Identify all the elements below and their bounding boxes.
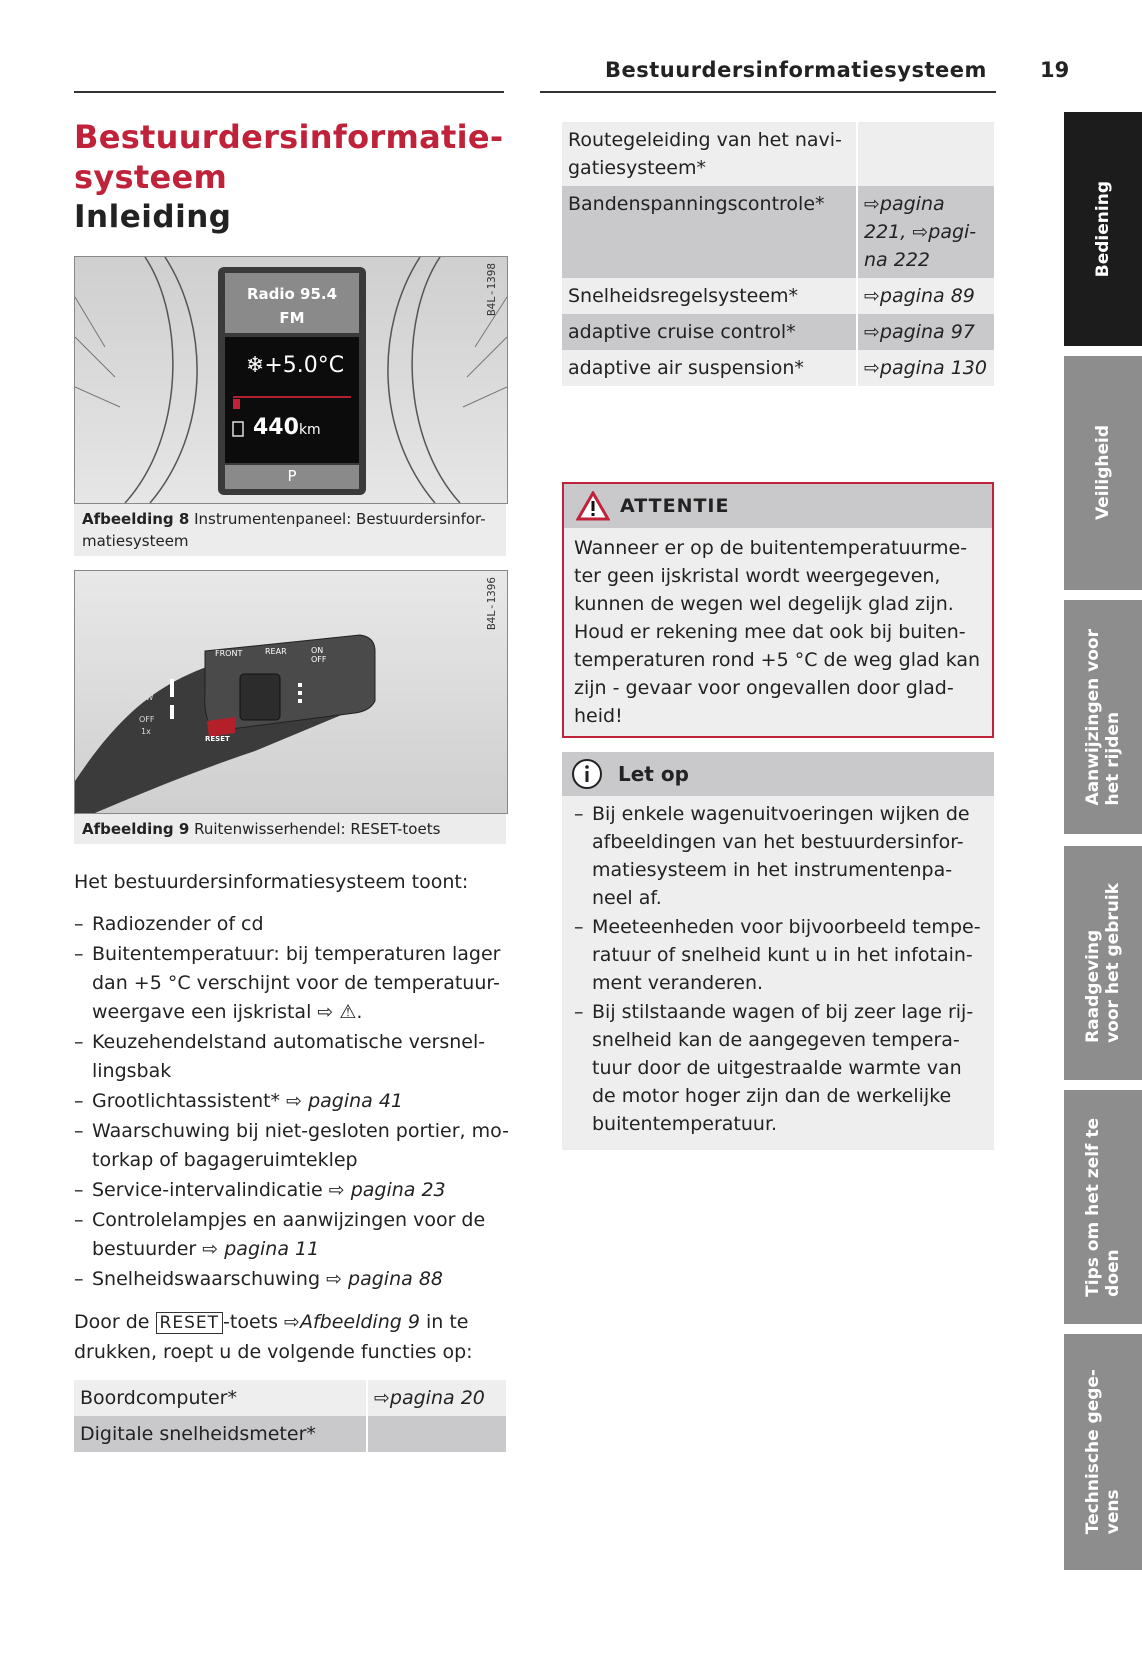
tab-tips-zelf-doen[interactable]: Tips om het zelf te doen (1064, 1090, 1142, 1324)
list-item: – Grootlichtassistent* ⇨ pagina 41 (74, 1090, 404, 1112)
attention-text: Wanneer er op de buitentemperatuurme-ter geen ijskristal wordt weergegeven, kunnen de wegen wel degelijk glad zijn. Houd er rekening mee dat ook bij buiten-temperaturen rond +5 °C de weg glad kan zijn - gevaar voor ongevallen door glad-heid! (574, 537, 981, 727)
label-reset: RESET (205, 735, 230, 743)
warning-triangle-icon (576, 491, 610, 521)
tab-technische-gegevens[interactable]: Technische gege- vens (1064, 1334, 1142, 1570)
figure9-caption: Afbeelding 9 Ruitenwisserhendel: RESET-toets (74, 814, 506, 844)
label-off-intermittent: OFF (139, 715, 155, 724)
table-row: Boordcomputer* ⇨pagina 20 (74, 1380, 506, 1416)
wiper-stalk-illustration (75, 571, 507, 813)
radio-station: Radio 95.4 (246, 285, 338, 303)
display-items-list (74, 910, 512, 1295)
ice-crystal-icon: ❄ (245, 353, 265, 378)
label-off: OFF (311, 655, 327, 664)
list-item: – Waarschuwing bij niet-gesloten portier, mo-torkap of bagageruimteklep (74, 1120, 509, 1171)
intro-paragraph: Het bestuurdersinformatiesysteem toont: (74, 871, 469, 893)
table-row: adaptive air suspension* ⇨pagina 130 (562, 350, 994, 386)
label-low: LOW (135, 693, 154, 702)
list-item: – Buitentemperatuur: bij temperaturen lager dan +5 °C verschijnt voor de temperatuur-weergave een ijskristal ⇨ ⚠. (74, 943, 501, 1023)
reset-paragraph: Door de RESET -toets ⇨Afbeelding 9 in te drukken, roept u de volgende functies op: (74, 1311, 473, 1363)
range-readout: 440km (253, 415, 321, 440)
header-rule-right (540, 91, 996, 93)
figure9-code: B4L-1396 (485, 577, 498, 630)
functions-table-right (562, 122, 994, 386)
tab-veiligheid[interactable]: Veiligheid (1064, 356, 1142, 590)
section-title: Bestuurdersinformatie- systeem (74, 118, 504, 196)
note-header: Let op (562, 752, 994, 796)
table-row: Bandenspanningscontrole* ⇨pagina 221, ⇨pagi-na 222 (562, 186, 994, 278)
info-icon (570, 757, 604, 791)
label-on: ON (311, 646, 324, 655)
label-rear: REAR (265, 647, 287, 656)
tab-aanwijzingen-rijden[interactable]: Aanwijzingen voor het rijden (1064, 600, 1142, 834)
label-high: HIGH (133, 681, 154, 690)
table-row: Snelheidsregelsysteem* ⇨pagina 89 (562, 278, 994, 314)
note-list (562, 796, 994, 1145)
list-item: – Bij stilstaande wagen of bij zeer lage rij-snelheid kan de aangegeven tempera-tuur door de uitgestraalde warmte van de motor hoger zijn dan de werkelijke buitentemperatuur. (574, 1001, 974, 1135)
figure-wiper-stalk (74, 570, 508, 814)
table-row: adaptive cruise control* ⇨pagina 97 (562, 314, 994, 350)
list-item: – Service-intervalindicatie ⇨ pagina 23 (74, 1179, 446, 1201)
list-item: – Snelheidswaarschuwing ⇨ pagina 88 (74, 1268, 443, 1290)
list-item: – Controlelampjes en aanwijzingen voor de bestuurder ⇨ pagina 11 (74, 1209, 486, 1260)
outside-temperature: ❄+5.0°C (245, 353, 345, 378)
tab-raadgeving-gebruik[interactable]: Raadgeving voor het gebruik (1064, 846, 1142, 1080)
note-box (562, 752, 994, 1150)
reset-key: RESET (156, 1312, 223, 1334)
page-number: 19 (1040, 58, 1070, 82)
list-item: – Meeteenheden voor bijvoorbeeld tempe-ratuur of snelheid kunt u in het infotain-ment veranderen. (574, 916, 981, 994)
figure8-code: B4L-1398 (485, 263, 498, 316)
label-single-wipe: 1x (141, 727, 151, 736)
attention-header: ATTENTIE (564, 484, 992, 528)
attention-box (562, 482, 994, 738)
running-title: Bestuurdersinformatiesysteem (605, 58, 987, 82)
subsection-title: Inleiding (74, 199, 232, 235)
table-row: Digitale snelheidsmeter* (74, 1416, 506, 1452)
tab-bediening[interactable]: Bediening (1064, 112, 1142, 346)
functions-table-left (74, 1380, 506, 1452)
figure-instrument-cluster (74, 256, 508, 504)
list-item: – Keuzehendelstand automatische versnel-lingsbak (74, 1031, 486, 1082)
radio-band: FM (279, 309, 305, 327)
label-front: FRONT (215, 649, 243, 658)
list-item: – Radiozender of cd (74, 913, 264, 935)
gear-indicator: P (287, 467, 297, 485)
table-row: Routegeleiding van het navi-gatiesysteem* (562, 122, 994, 186)
figure8-caption: Afbeelding 8 Instrumentenpaneel: Bestuurdersinfor-matiesysteem (74, 504, 506, 556)
list-item: – Bij enkele wagenuitvoeringen wijken de afbeeldingen van het bestuurdersinfor-matiesysteem in het instrumentenpa-neel af. (574, 803, 970, 909)
header-rule-left (74, 91, 504, 93)
